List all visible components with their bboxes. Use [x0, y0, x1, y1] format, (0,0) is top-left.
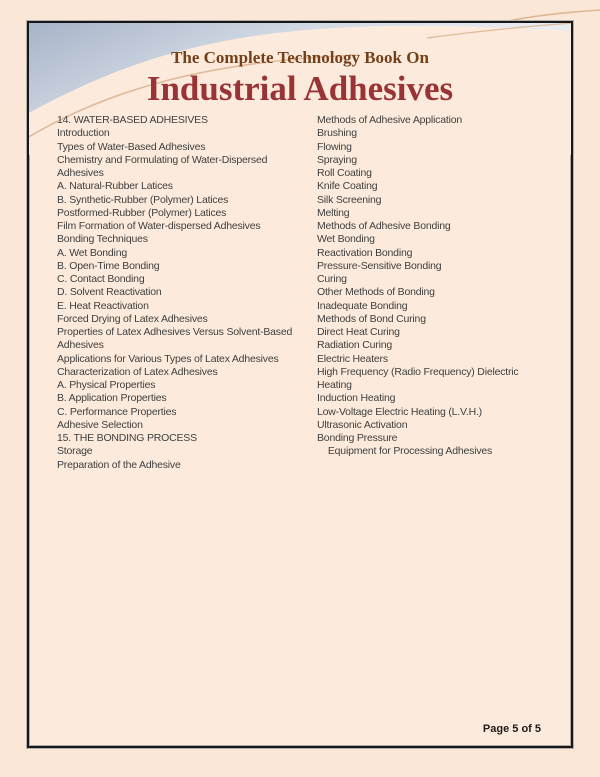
- toc-line: Melting: [317, 206, 350, 219]
- toc-line: Adhesives: [57, 339, 104, 352]
- toc-line: Methods of Adhesive Application: [317, 114, 462, 126]
- toc-line: C. Performance Properties: [57, 405, 177, 418]
- toc-line: Induction Heating: [317, 392, 396, 405]
- series-title: The Complete Technology Book On: [171, 48, 429, 67]
- toc-line: C. Contact Bonding: [57, 273, 145, 285]
- toc-line: Methods of Adhesive Bonding: [317, 220, 451, 232]
- toc-line: Silk Screening: [317, 193, 382, 206]
- toc-line: Low-Voltage Electric Heating (L.V.H.): [317, 405, 482, 418]
- toc-line: Adhesive Selection: [57, 418, 143, 431]
- toc-line: Storage: [57, 445, 93, 458]
- toc-line: Other Methods of Bonding: [317, 286, 435, 299]
- toc-line: Postformed-Rubber (Polymer) Latices: [57, 206, 227, 219]
- toc-line: Electric Heaters: [317, 352, 388, 365]
- page-frame: [27, 21, 573, 748]
- toc-line: Spraying: [317, 153, 357, 166]
- toc-line: A. Physical Properties: [57, 379, 156, 391]
- toc-line: Forced Drying of Latex Adhesives: [57, 312, 208, 325]
- toc-line: Direct Heat Curing: [317, 326, 400, 338]
- toc-line: 15. THE BONDING PROCESS: [57, 432, 197, 444]
- toc-line: Curing: [317, 273, 347, 285]
- toc-line: Chemistry and Formulating of Water-Dispersed: [57, 153, 268, 166]
- toc-line: Heating: [317, 379, 352, 391]
- accent-curve-outer-icon: [508, 5, 600, 21]
- toc-line: Film Formation of Water-dispersed Adhesives: [57, 220, 261, 232]
- toc-line: Methods of Bond Curing: [317, 312, 426, 325]
- toc-line: A. Natural-Rubber Latices: [57, 180, 173, 193]
- toc-line: Bonding Pressure: [317, 432, 398, 444]
- toc-line: 14. WATER-BASED ADHESIVES: [57, 114, 208, 126]
- toc-line: E. Heat Reactivation: [57, 299, 149, 312]
- toc-line: Inadequate Bonding: [317, 299, 408, 312]
- toc-line: Bonding Techniques: [57, 233, 148, 246]
- toc-line: Adhesives: [57, 167, 104, 179]
- page-number-label: Page 5 of 5: [482, 723, 541, 735]
- toc-line: B. Synthetic-Rubber (Polymer) Latices: [57, 193, 229, 206]
- toc-line: D. Solvent Reactivation: [57, 286, 162, 299]
- toc-line: Wet Bonding: [317, 233, 375, 246]
- toc-line: Applications for Various Types of Latex Adhesives: [57, 352, 279, 365]
- toc-line: Pressure-Sensitive Bonding: [317, 259, 442, 272]
- toc-line: Reactivation Bonding: [317, 246, 413, 259]
- toc-line: Ultrasonic Activation: [317, 418, 408, 431]
- toc-line: High Frequency (Radio Frequency) Dielectric: [317, 365, 519, 378]
- toc-line: Characterization of Latex Adhesives: [57, 365, 218, 378]
- toc-line: B. Open-Time Bonding: [57, 259, 160, 272]
- toc-line: Radiation Curing: [317, 339, 393, 352]
- book-header: [29, 48, 571, 108]
- toc-line: Flowing: [317, 140, 352, 153]
- toc-line: Knife Coating: [317, 180, 378, 193]
- table-of-contents: [57, 114, 563, 472]
- accent-curve-outer-path: [508, 10, 600, 21]
- toc-line: Types of Water-Based Adhesives: [57, 140, 206, 153]
- toc-line: A. Wet Bonding: [57, 246, 127, 259]
- book-title: Industrial Adhesives: [146, 69, 454, 108]
- toc-line: Properties of Latex Adhesives Versus Solvent-Based: [57, 326, 293, 338]
- toc-line: Introduction: [57, 127, 110, 140]
- toc-line: B. Application Properties: [57, 392, 167, 405]
- toc-line: Roll Coating: [317, 167, 372, 179]
- toc-right-column: [317, 114, 563, 472]
- toc-line: Brushing: [317, 127, 357, 140]
- toc-line: Equipment for Processing Adhesives: [317, 445, 493, 458]
- toc-line: Preparation of the Adhesive: [57, 458, 181, 471]
- toc-left-column: [57, 114, 317, 472]
